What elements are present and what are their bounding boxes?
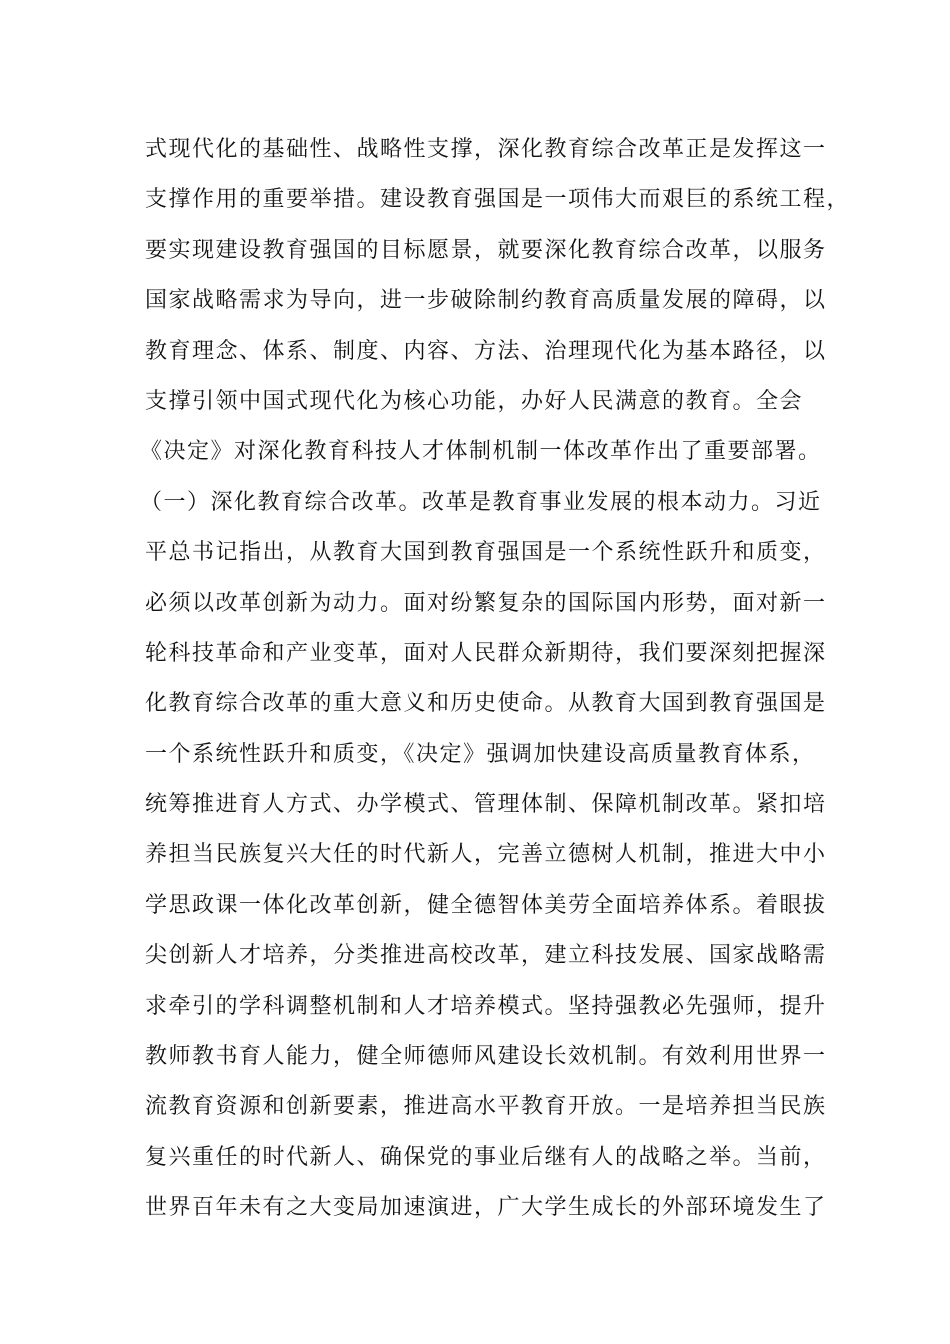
text-line: 流教育资源和创新要素，推进高水平教育开放。一是培养担当民族: [145, 1094, 827, 1120]
text-line: 一个系统性跃升和质变，《决定》强调加快建设高质量教育体系，: [145, 741, 816, 767]
text-line: 教育理念、体系、制度、内容、方法、治理现代化为基本路径，以: [145, 338, 827, 364]
text-line: 轮科技革命和产业变革，面对人民群众新期待，我们要深刻把握深: [145, 640, 827, 666]
text-line: 支撑作用的重要举措。建设教育强国是一项伟大而艰巨的系统工程，: [145, 187, 851, 213]
text-line: 养担当民族复兴大任的时代新人，完善立德树人机制，推进大中小: [145, 842, 827, 868]
text-line: 统筹推进育人方式、办学模式、管理体制、保障机制改革。紧扣培: [145, 792, 827, 818]
section-heading-line: （一）深化教育综合改革。改革是教育事业发展的根本动力。习近: [140, 489, 822, 515]
text-line: 要实现建设教育强国的目标愿景，就要深化教育综合改革，以服务: [145, 237, 827, 263]
body-text: [140, 125, 851, 1234]
text-line: 复兴重任的时代新人、确保党的事业后继有人的战略之举。当前，: [145, 1144, 827, 1170]
text-line: 化教育综合改革的重大意义和历史使命。从教育大国到教育强国是: [145, 691, 827, 717]
text-line: 《决定》对深化教育科技人才体制机制一体改革作出了重要部署。: [140, 439, 822, 465]
text-line: 求牵引的学科调整机制和人才培养模式。坚持强教必先强师，提升: [145, 993, 827, 1019]
text-line: 平总书记指出，从教育大国到教育强国是一个系统性跃升和质变，: [145, 540, 827, 566]
text-line: 尖创新人才培养，分类推进高校改革，建立科技发展、国家战略需: [145, 943, 827, 969]
text-line: 必须以改革创新为动力。面对纷繁复杂的国际国内形势，面对新一: [145, 590, 827, 616]
text-line: 支撑引领中国式现代化为核心功能，办好人民满意的教育。全会: [145, 388, 804, 414]
text-line: 式现代化的基础性、战略性支撑，深化教育综合改革正是发挥这一: [145, 137, 827, 162]
text-line: 教师教书育人能力，健全师德师风建设长效机制。有效利用世界一: [145, 1044, 827, 1070]
text-line: 国家战略需求为导向，进一步破除制约教育高质量发展的障碍，以: [145, 288, 827, 314]
text-line: 世界百年未有之大变局加速演进，广大学生成长的外部环境发生了: [145, 1195, 827, 1221]
text-line: 学思政课一体化改革创新，健全德智体美劳全面培养体系。着眼拔: [145, 892, 827, 918]
